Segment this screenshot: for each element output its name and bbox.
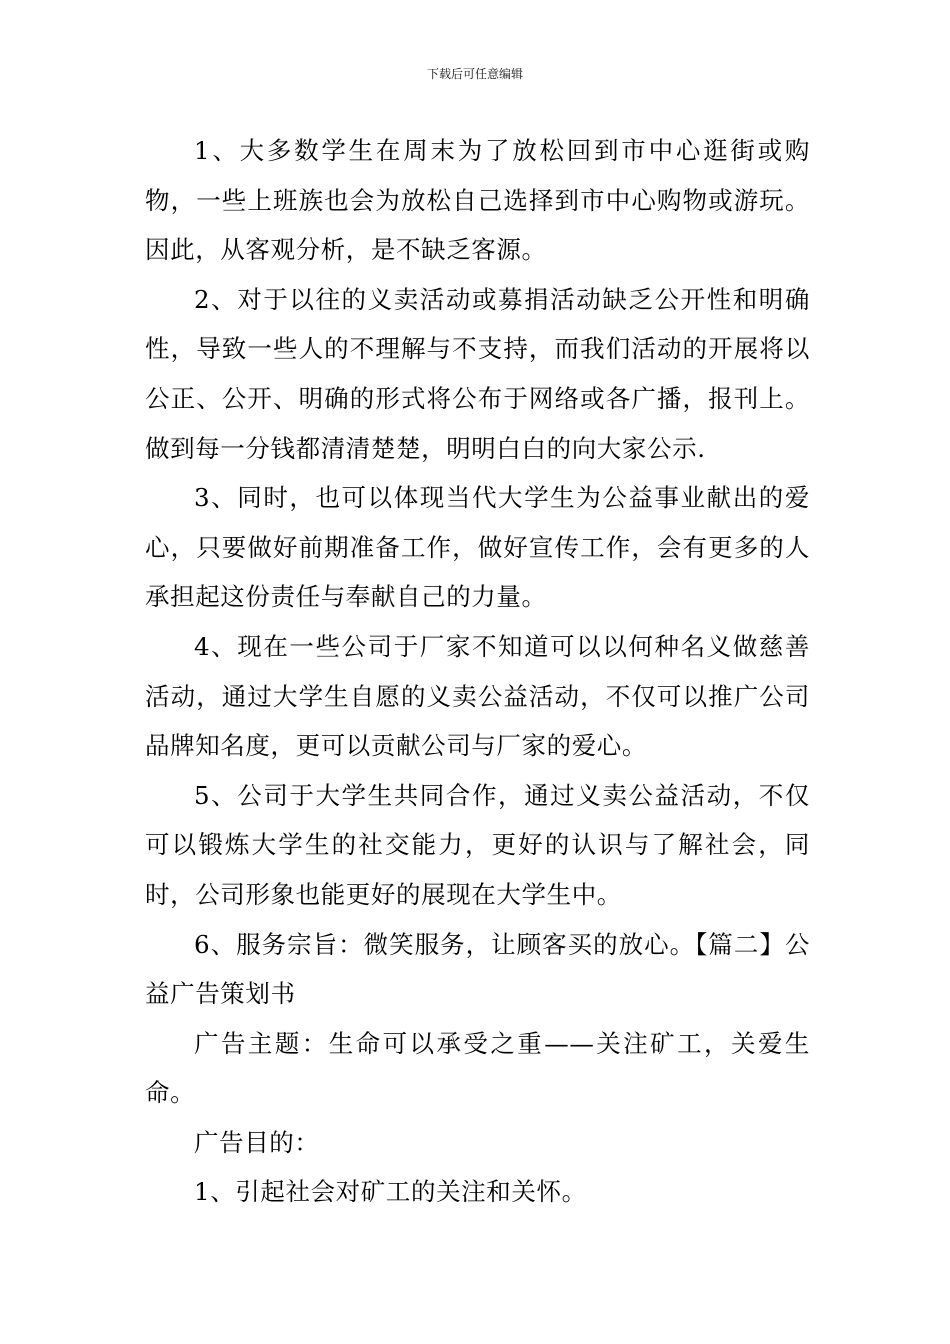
paragraph-4: 4、现在一些公司于厂家不知道可以以何种名义做慈善活动，通过大学生自愿的义卖公益活动，不仅可以推广公司品牌知名度，更可以贡献公司与厂家的爱心。 <box>145 631 810 761</box>
paragraph-2: 2、对于以往的义卖活动或募捐活动缺乏公开性和明确性，导致一些人的不理解与不支持，而我们活动的开展将以公正、公开、明确的形式将公布于网络或各广播，报刊上。做到每一分钱都清清楚楚，明明白白的向大家公示. <box>145 284 810 463</box>
paragraph-5: 5、公司于大学生共同合作，通过义卖公益活动，不仅可以锻炼大学生的社交能力，更好的认识与了解社会，同时，公司形象也能更好的展现在大学生中。 <box>145 780 810 909</box>
paragraph-ad-purpose-heading: 广告目的： <box>194 1127 320 1157</box>
paragraph-ad-purpose-1: 1、引起社会对矿工的关注和关怀。 <box>194 1177 587 1207</box>
page-header: 下载后可任意编辑 <box>426 67 523 81</box>
document-body <box>145 126 810 1217</box>
paragraph-3: 3、同时，也可以体现当代大学生为公益事业献出的爱心，只要做好前期准备工作，做好宣传工作，会有更多的人承担起这份责任与奉献自己的力量。 <box>145 483 810 612</box>
paragraph-1: 1、大多数学生在周末为了放松回到市中心逛街或购物，一些上班族也会为放松自己选择到市中心购物或游玩。因此，从客观分析，是不缺乏客源。 <box>145 136 810 265</box>
paragraph-ad-theme: 广告主题：生命可以承受之重——关注矿工，关爱生命。 <box>145 1028 810 1108</box>
paragraph-6: 6、服务宗旨：微笑服务，让顾客买的放心。【篇二】公益广告策划书 <box>145 929 810 1009</box>
